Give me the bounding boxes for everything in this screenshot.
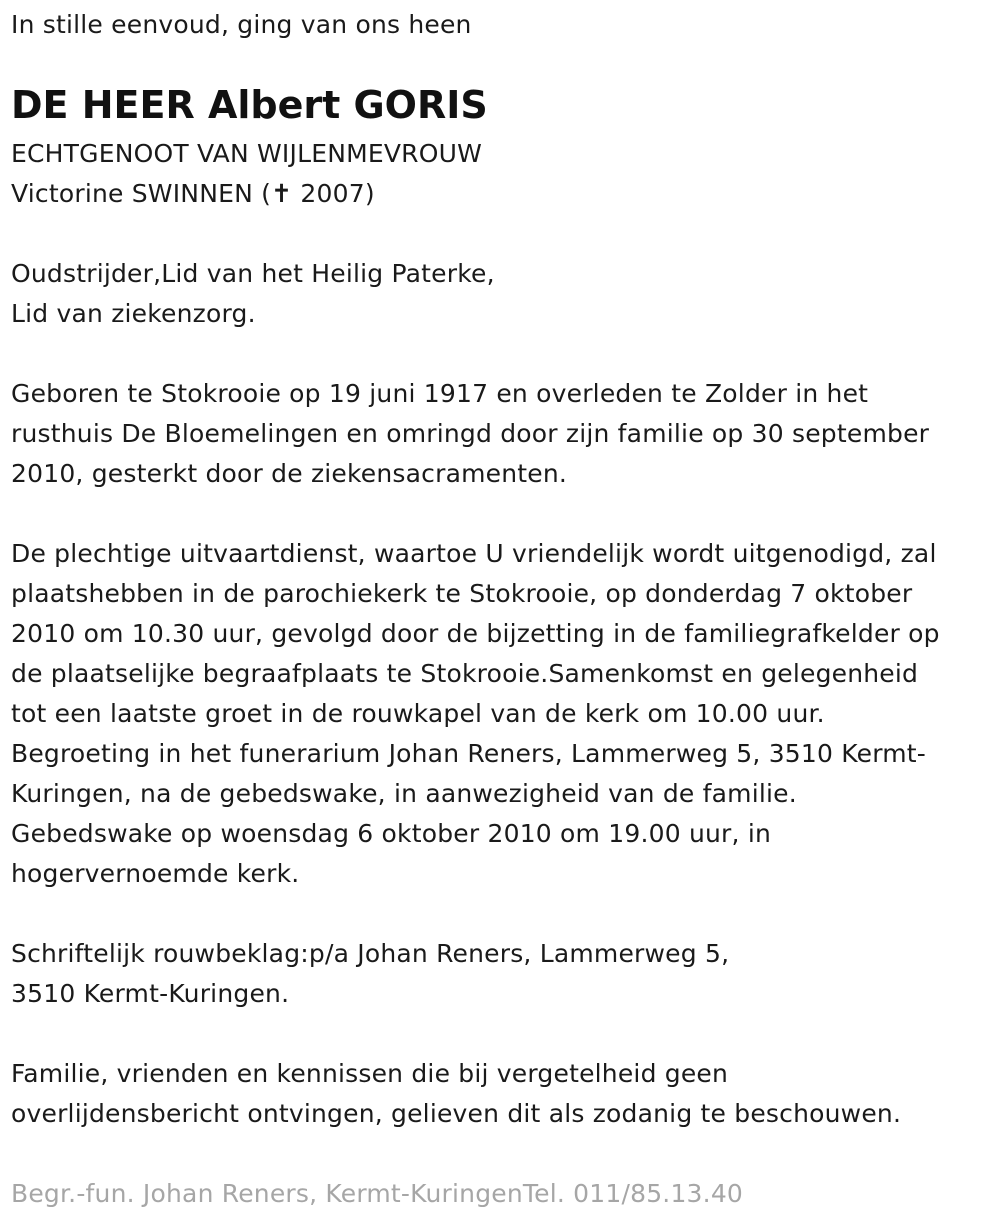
spouse-line: ECHTGENOOT VAN WIJLENMEVROUW xyxy=(11,139,483,168)
funeral-line: Kuringen, na de gebedswake, in aanwezigheid van de familie. xyxy=(11,779,797,808)
birth-death-line: rusthuis De Bloemelingen en omringd door zijn familie op 30 september xyxy=(11,419,930,448)
condolence-line: Schriftelijk rouwbeklag:p/a Johan Reners, Lammerweg 5, xyxy=(11,939,730,968)
family-line: Familie, vrienden en kennissen die bij vergetelheid geen xyxy=(11,1059,729,1088)
funeral-line: de plaatselijke begraafplaats te Stokrooie.Samenkomst en gelegenheid xyxy=(11,659,919,688)
family-line: overlijdensbericht ontvingen, gelieven dit als zodanig te beschouwen. xyxy=(11,1099,902,1128)
funeral-section xyxy=(11,534,940,894)
spouse-section xyxy=(11,134,482,214)
funeral-line: Begroeting in het funerarium Johan Reners, Lammerweg 5, 3510 Kermt- xyxy=(11,739,927,768)
intro-text: In stille eenvoud, ging van ons heen xyxy=(11,10,472,39)
deceased-name: DE HEER Albert GORIS xyxy=(11,83,488,127)
membership-line: Oudstrijder,Lid van het Heilig Paterke, xyxy=(11,259,495,288)
birth-death-line: 2010, gesterkt door de ziekensacramenten. xyxy=(11,459,568,488)
funeral-line: tot een laatste groet in de rouwkapel van de kerk om 10.00 uur. xyxy=(11,699,825,728)
membership-section xyxy=(11,254,495,334)
funeral-home-footer: Begr.-fun. Johan Reners, Kermt-KuringenTel. 011/85.13.40 xyxy=(11,1179,744,1208)
funeral-line: hogervernoemde kerk. xyxy=(11,859,300,888)
condolence-section xyxy=(11,934,729,1014)
spouse-line: Victorine SWINNEN (✝ 2007) xyxy=(11,179,375,208)
membership-line: Lid van ziekenzorg. xyxy=(11,299,256,328)
funeral-line: plaatshebben in de parochiekerk te Stokrooie, op donderdag 7 oktober xyxy=(11,579,913,608)
funeral-line: 2010 om 10.30 uur, gevolgd door de bijzetting in de familiegrafkelder op xyxy=(11,619,940,648)
funeral-line: Gebedswake op woensdag 6 oktober 2010 om 19.00 uur, in xyxy=(11,819,772,848)
birth-death-section xyxy=(11,374,929,494)
condolence-line: 3510 Kermt-Kuringen. xyxy=(11,979,290,1008)
birth-death-line: Geboren te Stokrooie op 19 juni 1917 en overleden te Zolder in het xyxy=(11,379,869,408)
family-section xyxy=(11,1054,901,1134)
funeral-line: De plechtige uitvaartdienst, waartoe U vriendelijk wordt uitgenodigd, zal xyxy=(11,539,937,568)
